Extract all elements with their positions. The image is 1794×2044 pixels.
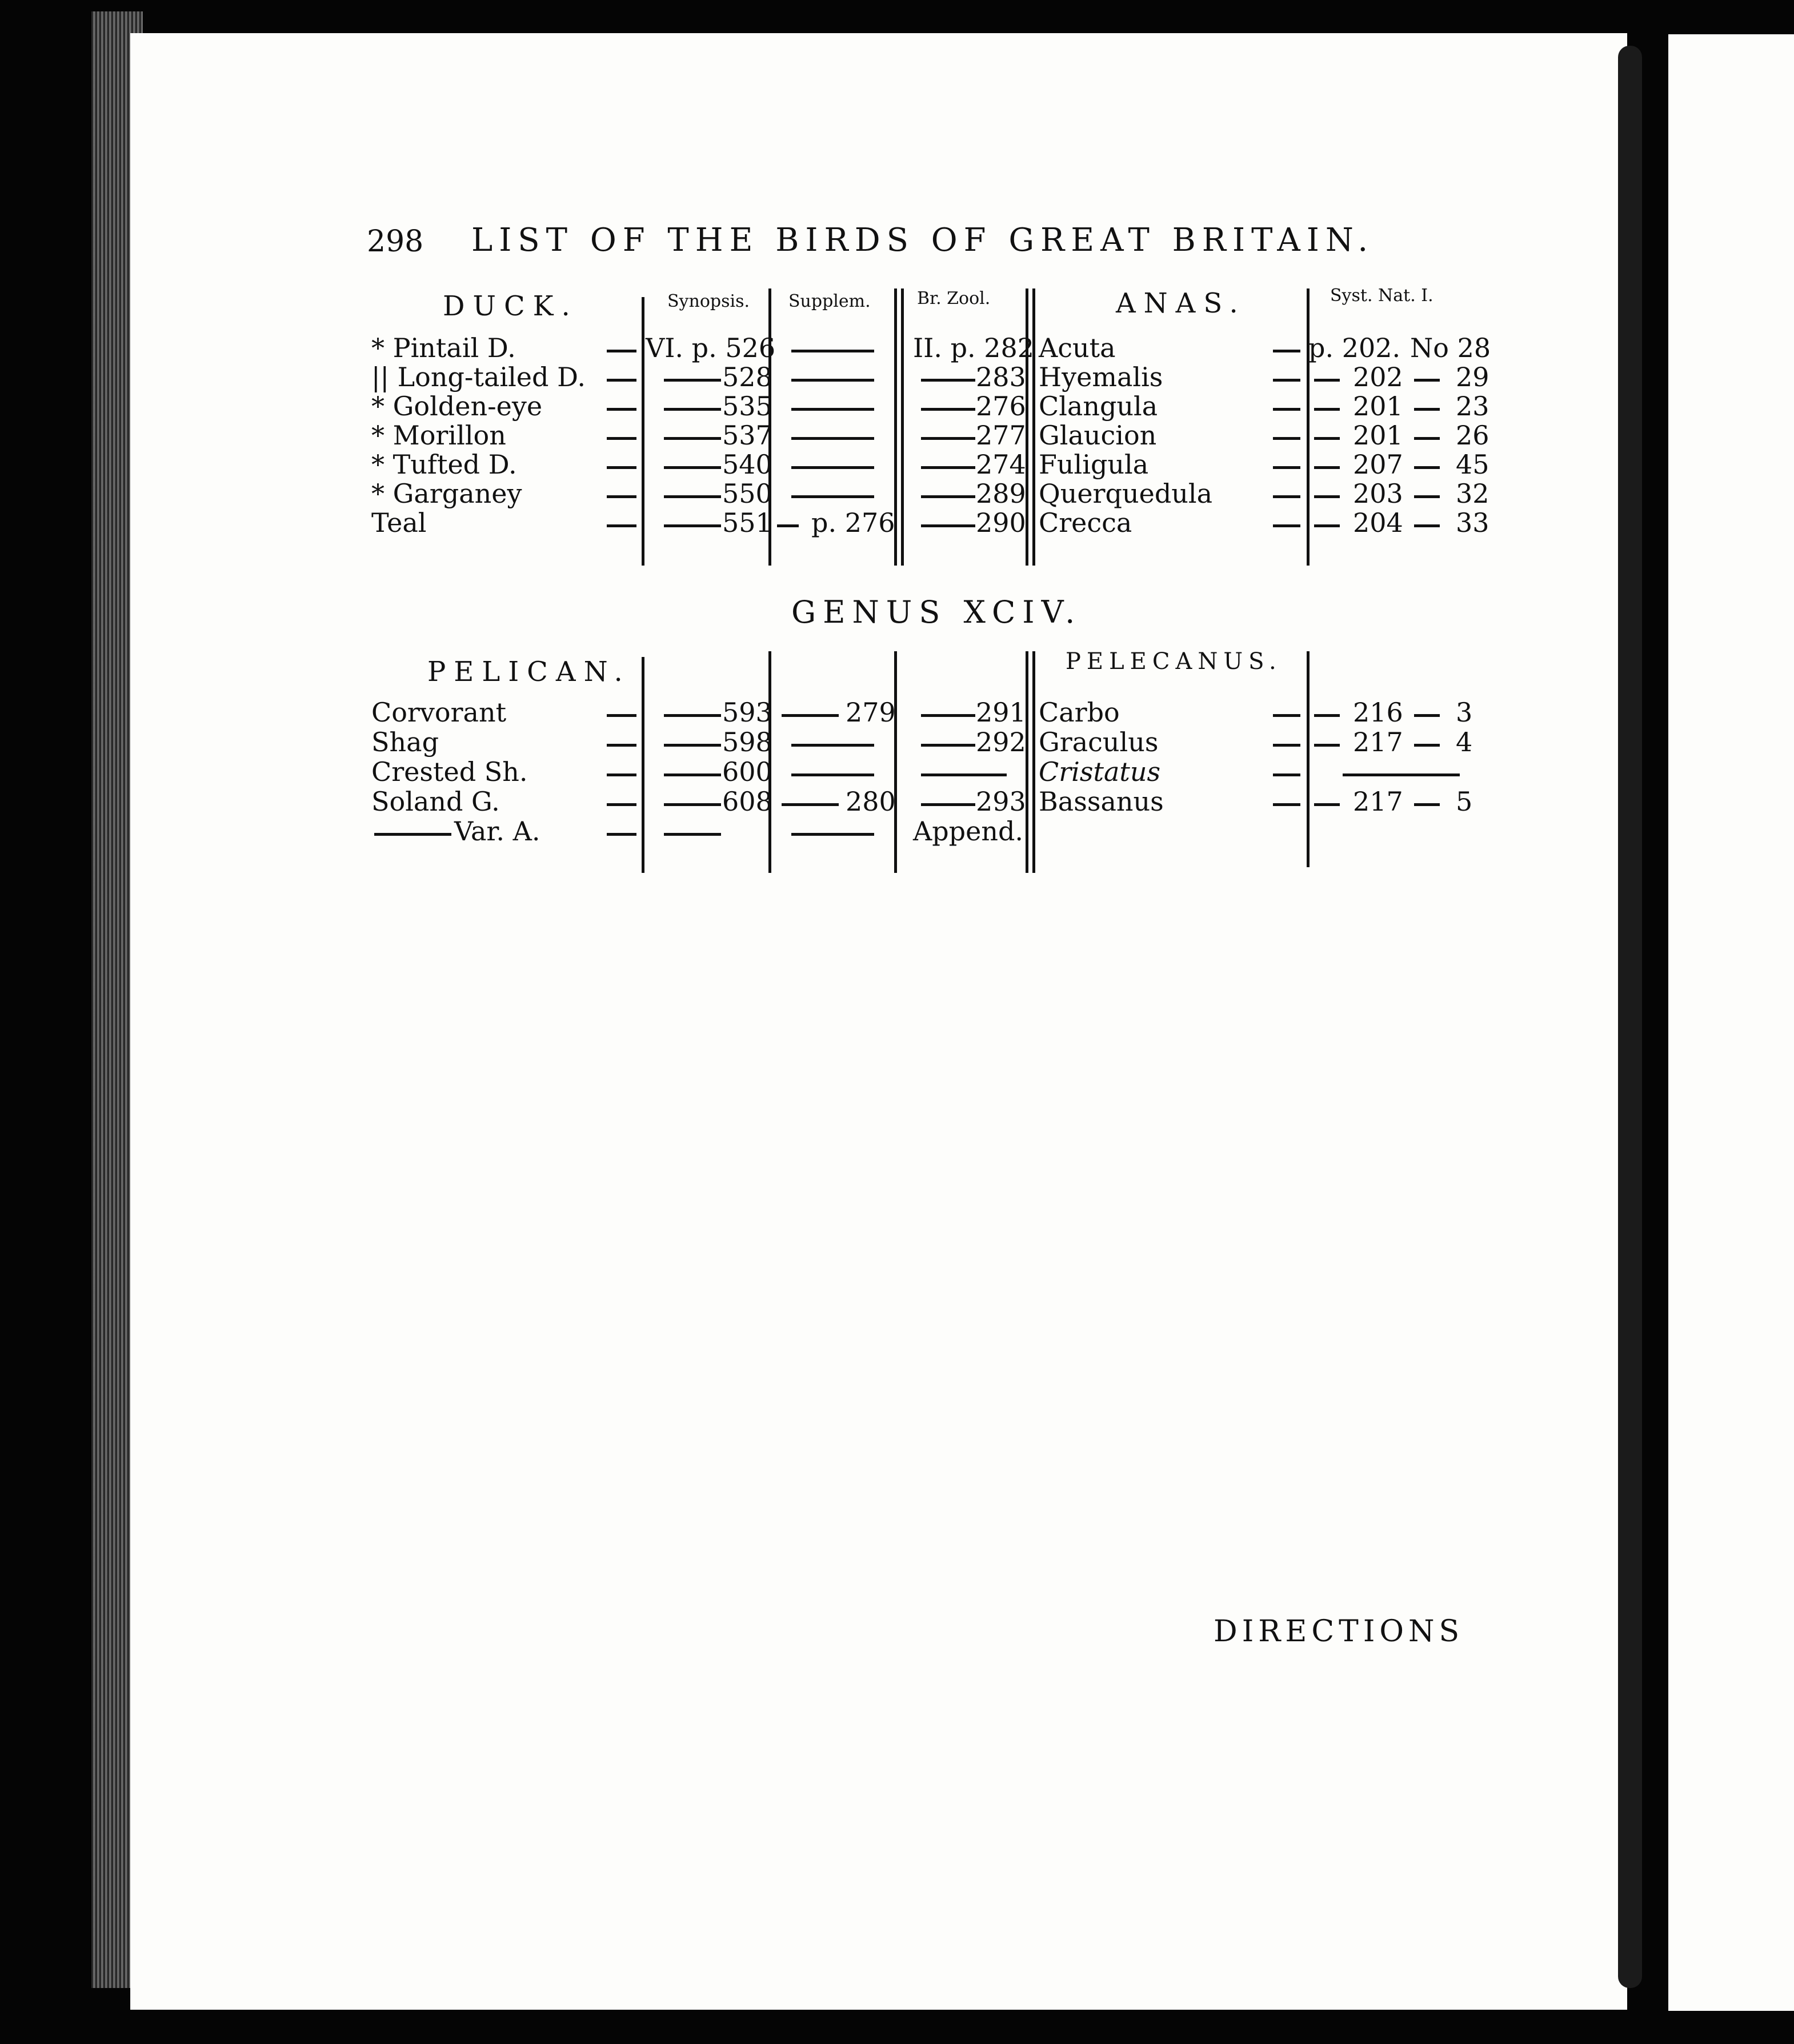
dash-rule [664, 408, 721, 411]
col-supplem-heading: Supplem. [788, 291, 871, 311]
dash-rule [1273, 379, 1300, 382]
bird-name: * Morillon [371, 420, 506, 451]
dash-rule [607, 803, 636, 806]
dash-rule [1414, 408, 1440, 411]
dash-rule [791, 350, 874, 352]
dash-rule [1314, 379, 1340, 382]
bird-name: Shag [371, 727, 439, 758]
synopsis-ref: 598 [722, 727, 772, 758]
col-synopsis-heading: Synopsis. [667, 291, 750, 311]
dash-rule [921, 714, 975, 717]
systnat-page: 216 [1353, 697, 1403, 728]
dash-rule [782, 714, 839, 717]
brzool-ref: II. p. 282 [913, 332, 1035, 363]
dash-rule [664, 744, 721, 747]
dash-rule [1314, 714, 1340, 717]
systnat-number: 23 [1456, 391, 1489, 422]
supplem-ref: p. 276 [811, 507, 895, 538]
page-number: 298 [367, 225, 424, 259]
dash-rule [1273, 437, 1300, 440]
bird-name: * Pintail D. [371, 332, 516, 363]
brzool-ref: 293 [976, 786, 1026, 817]
dash-rule [1314, 437, 1340, 440]
rule [642, 657, 644, 873]
dash-rule [1414, 466, 1440, 469]
dash-rule [1273, 714, 1300, 717]
genus-heading: GENUS XCIV. [791, 594, 1082, 630]
dash-rule [607, 437, 636, 440]
dash-rule [607, 408, 636, 411]
dash-rule [1314, 803, 1340, 806]
dash-rule [1314, 495, 1340, 498]
systnat-page: p. 202. [1308, 332, 1401, 363]
dash-rule [1414, 744, 1440, 747]
brzool-ref: 292 [976, 727, 1026, 758]
brzool-ref: 291 [976, 697, 1026, 728]
dash-rule [664, 466, 721, 469]
systnat-page: 203 [1353, 478, 1403, 509]
systnat-number: 33 [1456, 507, 1489, 538]
latin-name: Clangula [1039, 391, 1158, 422]
dash-rule [664, 803, 721, 806]
rule [1307, 288, 1310, 566]
page-title: LIST OF THE BIRDS OF GREAT BRITAIN. [471, 222, 1375, 259]
dash-rule [1414, 714, 1440, 717]
rule [1032, 288, 1035, 566]
dash-rule [1273, 744, 1300, 747]
dash-rule [1414, 379, 1440, 382]
synopsis-ref: 537 [722, 420, 772, 451]
systnat-page: 202 [1353, 362, 1403, 392]
dash-rule [607, 379, 636, 382]
bird-name: Corvorant [371, 697, 507, 728]
brzool-ref: 276 [976, 391, 1026, 422]
dash-rule [374, 833, 451, 836]
dash-rule [921, 744, 975, 747]
dash-rule [1273, 803, 1300, 806]
dash-rule [1273, 773, 1300, 776]
dash-rule [664, 495, 721, 498]
latin-name: Fuligula [1039, 449, 1149, 480]
book-page [130, 33, 1627, 2010]
bird-name: || Long-tailed D. [371, 362, 586, 392]
latin-name: Crecca [1039, 507, 1132, 538]
dash-rule [791, 408, 874, 411]
dash-rule [1314, 524, 1340, 527]
dash-rule [607, 350, 636, 352]
dash-rule [607, 495, 636, 498]
supplem-ref: 280 [846, 786, 896, 817]
dash-rule [607, 714, 636, 717]
latin-name: Querquedula [1039, 478, 1213, 509]
dash-rule [791, 773, 874, 776]
dash-rule [777, 524, 799, 527]
rule [642, 297, 644, 566]
dash-rule [791, 833, 874, 836]
synopsis-ref: 528 [722, 362, 772, 392]
rule [1026, 651, 1028, 873]
bird-name: Teal [371, 507, 427, 538]
dash-rule [791, 744, 874, 747]
dash-rule [607, 773, 636, 776]
systnat-page: 201 [1353, 391, 1403, 422]
anas-heading: ANAS. [1116, 287, 1246, 319]
dash-rule [921, 437, 975, 440]
dash-rule [1343, 773, 1460, 776]
brzool-ref: 283 [976, 362, 1026, 392]
dash-rule [1273, 350, 1300, 352]
dash-rule [1314, 466, 1340, 469]
synopsis-ref: 608 [722, 786, 772, 817]
dash-rule [664, 714, 721, 717]
dash-rule [664, 437, 721, 440]
synopsis-ref: VI. p. 526 [646, 332, 776, 363]
dash-rule [1273, 408, 1300, 411]
dash-rule [921, 466, 975, 469]
pelican-heading: PELICAN. [427, 656, 631, 688]
dash-rule [607, 744, 636, 747]
bird-name: * Tufted D. [371, 449, 517, 480]
latin-name: Glaucion [1039, 420, 1157, 451]
dash-rule [607, 524, 636, 527]
latin-name: Bassanus [1039, 786, 1164, 817]
brzool-ref: 289 [976, 478, 1026, 509]
systnat-number: 45 [1456, 449, 1489, 480]
systnat-page: 217 [1353, 727, 1403, 758]
dash-rule [782, 803, 839, 806]
synopsis-ref: 551 [722, 507, 772, 538]
dash-rule [921, 803, 975, 806]
dash-rule [921, 408, 975, 411]
dash-rule [1414, 437, 1440, 440]
synopsis-ref: 540 [722, 449, 772, 480]
dash-rule [1414, 803, 1440, 806]
dash-rule [791, 466, 874, 469]
systnat-number: 32 [1456, 478, 1489, 509]
facing-page [1668, 34, 1794, 2011]
dash-rule [664, 379, 721, 382]
binding-gutter [1618, 46, 1642, 1988]
systnat-number: 4 [1456, 727, 1473, 758]
systnat-page: 204 [1353, 507, 1403, 538]
dash-rule [921, 524, 975, 527]
dash-rule [791, 437, 874, 440]
latin-name: Cristatus [1039, 756, 1161, 787]
col-systnat-heading: Syst. Nat. I. [1330, 286, 1433, 306]
dash-rule [1273, 466, 1300, 469]
dash-rule [791, 495, 874, 498]
dash-rule [1273, 495, 1300, 498]
dash-rule [1273, 524, 1300, 527]
systnat-page: 207 [1353, 449, 1403, 480]
bird-name: * Golden-eye [371, 391, 543, 422]
pelecanus-heading: PELECANUS. [1066, 648, 1282, 675]
dash-rule [1414, 524, 1440, 527]
systnat-page: 217 [1353, 786, 1403, 817]
rule [894, 651, 897, 873]
dash-rule [921, 495, 975, 498]
systnat-number: 3 [1456, 697, 1473, 728]
rule [901, 288, 904, 566]
dash-rule [921, 773, 1007, 776]
dash-rule [664, 773, 721, 776]
bird-name: Var. A. [454, 816, 540, 847]
bird-name: * Garganey [371, 478, 522, 509]
synopsis-ref: 550 [722, 478, 772, 509]
dash-rule [1314, 408, 1340, 411]
bird-name: Soland G. [371, 786, 500, 817]
systnat-number: 29 [1456, 362, 1489, 392]
dash-rule [607, 466, 636, 469]
brzool-ref: 277 [976, 420, 1026, 451]
synopsis-ref: 600 [722, 756, 772, 787]
synopsis-ref: 535 [722, 391, 772, 422]
latin-name: Hyemalis [1039, 362, 1163, 392]
dash-rule [664, 833, 721, 836]
latin-name: Acuta [1039, 332, 1116, 363]
systnat-number: 5 [1456, 786, 1473, 817]
latin-name: Carbo [1039, 697, 1120, 728]
brzool-ref: 290 [976, 507, 1026, 538]
rule [1032, 651, 1035, 873]
catchword: DIRECTIONS [1214, 1614, 1464, 1649]
dash-rule [1314, 744, 1340, 747]
dash-rule [607, 833, 636, 836]
brzool-ref: 274 [976, 449, 1026, 480]
bird-name: Crested Sh. [371, 756, 528, 787]
duck-heading: DUCK. [443, 290, 578, 322]
dash-rule [1414, 495, 1440, 498]
dash-rule [791, 379, 874, 382]
col-brzool-heading: Br. Zool. [917, 288, 991, 308]
synopsis-ref: 593 [722, 697, 772, 728]
latin-name: Graculus [1039, 727, 1159, 758]
systnat-number: 26 [1456, 420, 1489, 451]
systnat-number: No 28 [1410, 332, 1491, 363]
rule [1307, 651, 1310, 867]
systnat-page: 201 [1353, 420, 1403, 451]
dash-rule [664, 524, 721, 527]
brzool-ref: Append. [913, 816, 1024, 847]
dash-rule [921, 379, 975, 382]
supplem-ref: 279 [846, 697, 896, 728]
